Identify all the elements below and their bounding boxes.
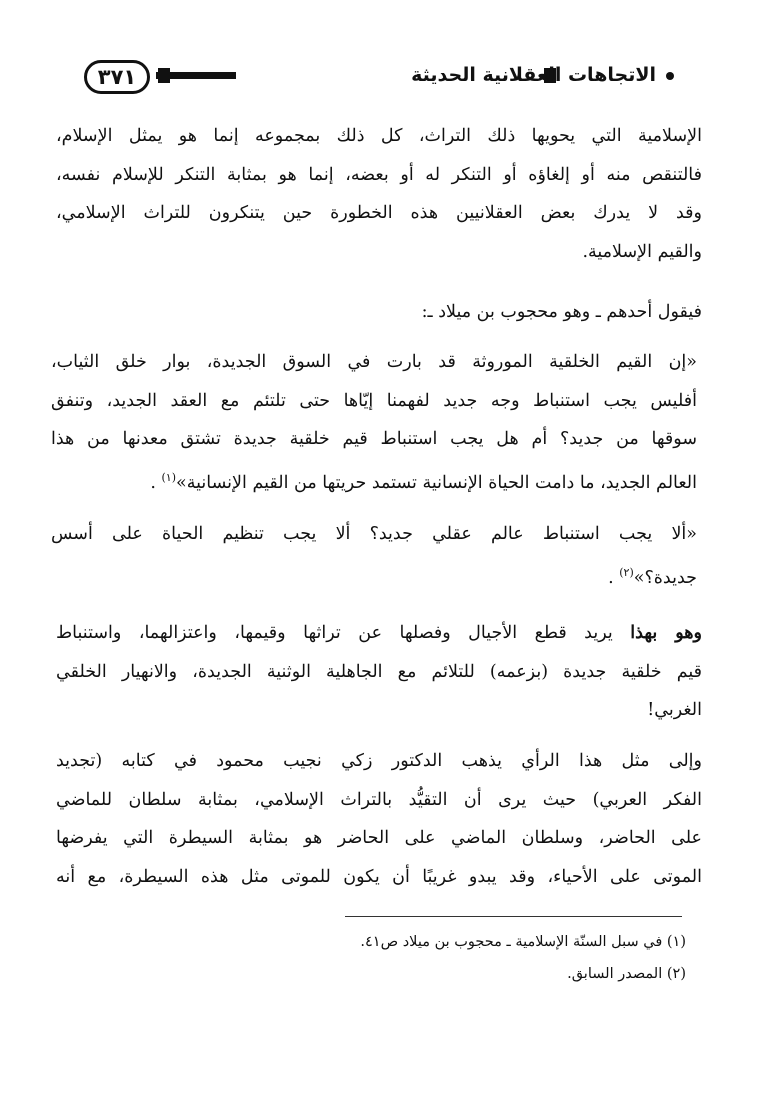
footnote-1: (١) في سبل السنّة الإسلامية ـ محجوب بن ميلاد ص٤١. [360,934,686,950]
text-line: فالتنقص منه أو إلغاؤه أو التنكر له أو بعضه، إنما هو بمثابة التنكر للإسلام نفسه، [56,164,702,185]
text-line: العالم الجديد، ما دامت الحياة الإنسانية تستمد حريتها من القيم الإنسانية»$^{(١)}$ . [150,470,697,493]
text-line: فيقول أحدهم ـ وهو محجوب بن ميلاد ـ: [421,302,702,322]
paragraph-5 [56,614,702,730]
paragraph-5-line-1: يريد قطع الأجيال وفصلها عن تراثها وقيمها، واعتزالهما، واستنباط [56,623,613,643]
page-header [84,58,674,98]
text-line: جديدة؟»$^{(٢)}$ . [608,565,697,588]
text-line: الإسلامية التي يحويها ذلك التراث، كل ذلك بمجموعه إنما هو يمثل الإسلام، [56,126,702,146]
text-line: وقد لا يدرك بعض العقلانيين هذه الخطورة حين يتنكرون للتراث الإسلامي، [56,203,702,223]
paragraph-1 [56,117,702,271]
header-bullet [666,72,674,80]
text-line: الموتى على الأحياء، وقد يبدو غريبًا أن يكون للموتى مثل هذه السيطرة، مع أنه [56,866,702,887]
header-rule [156,72,236,79]
text-line: «إن القيم الخلقية الموروثة قد بارت في السوق الجديدة، بوار خلق الثياب، [51,352,697,372]
footnote-separator [345,916,682,917]
text-line: قيم خلقية جديدة (بزعمه) للتلائم مع الجاهلية الوثنية الجديدة، والانهيار الخلقي [56,661,702,682]
quote-2-last-line: جديدة؟» [633,567,697,588]
text-line [56,614,702,653]
paragraph-6 [56,742,702,896]
text-line: الغربي! [647,700,702,720]
footnote-ref-2: (٢) [619,565,634,579]
quote-1 [51,343,697,502]
quote-2 [51,515,697,597]
paragraph-2 [76,293,702,332]
quote-1-last-line: العالم الجديد، ما دامت الحياة الإنسانية تستمد حريتها من القيم الإنسانية» [176,472,697,493]
running-title: الاتجاهات العقلانية الحديثة [411,64,656,86]
page-number: ٣٧١ [84,60,150,94]
text-line: «ألا يجب استنباط عالم عقلي جديد؟ ألا يجب تنظيم الحياة على أسس [51,524,697,544]
text-line: والقيم الإسلامية. [582,241,702,262]
footnotes [86,926,686,990]
text-line: على الحاضر، وسلطان الماضي على الحاضر هو بمثابة السيطرة التي يفرضها [56,828,702,848]
paragraph-lead: وهو بهذا [630,623,702,643]
text-line: أفليس يجب استنباط وجه جديد لفهمنا إيّاها حتى تلتئم مع العقد الجديد، وتنفق [51,390,697,411]
footnote-2: (٢) المصدر السابق. [567,966,686,982]
text-line: الفكر العربي) حيث يرى أن التقيُّد بالتراث الإسلامي، بمثابة سلطان للماضي [56,789,702,810]
text-line: وإلى مثل هذا الرأي يذهب الدكتور زكي نجيب محمود في كتابه (تجديد [56,751,702,771]
text-line: سوقها من جديد؟ أم هل يجب استنباط قيم خلقية جديدة تشتق معدنها من هذا [51,429,697,449]
footnote-ref-1: (١) [161,470,176,484]
